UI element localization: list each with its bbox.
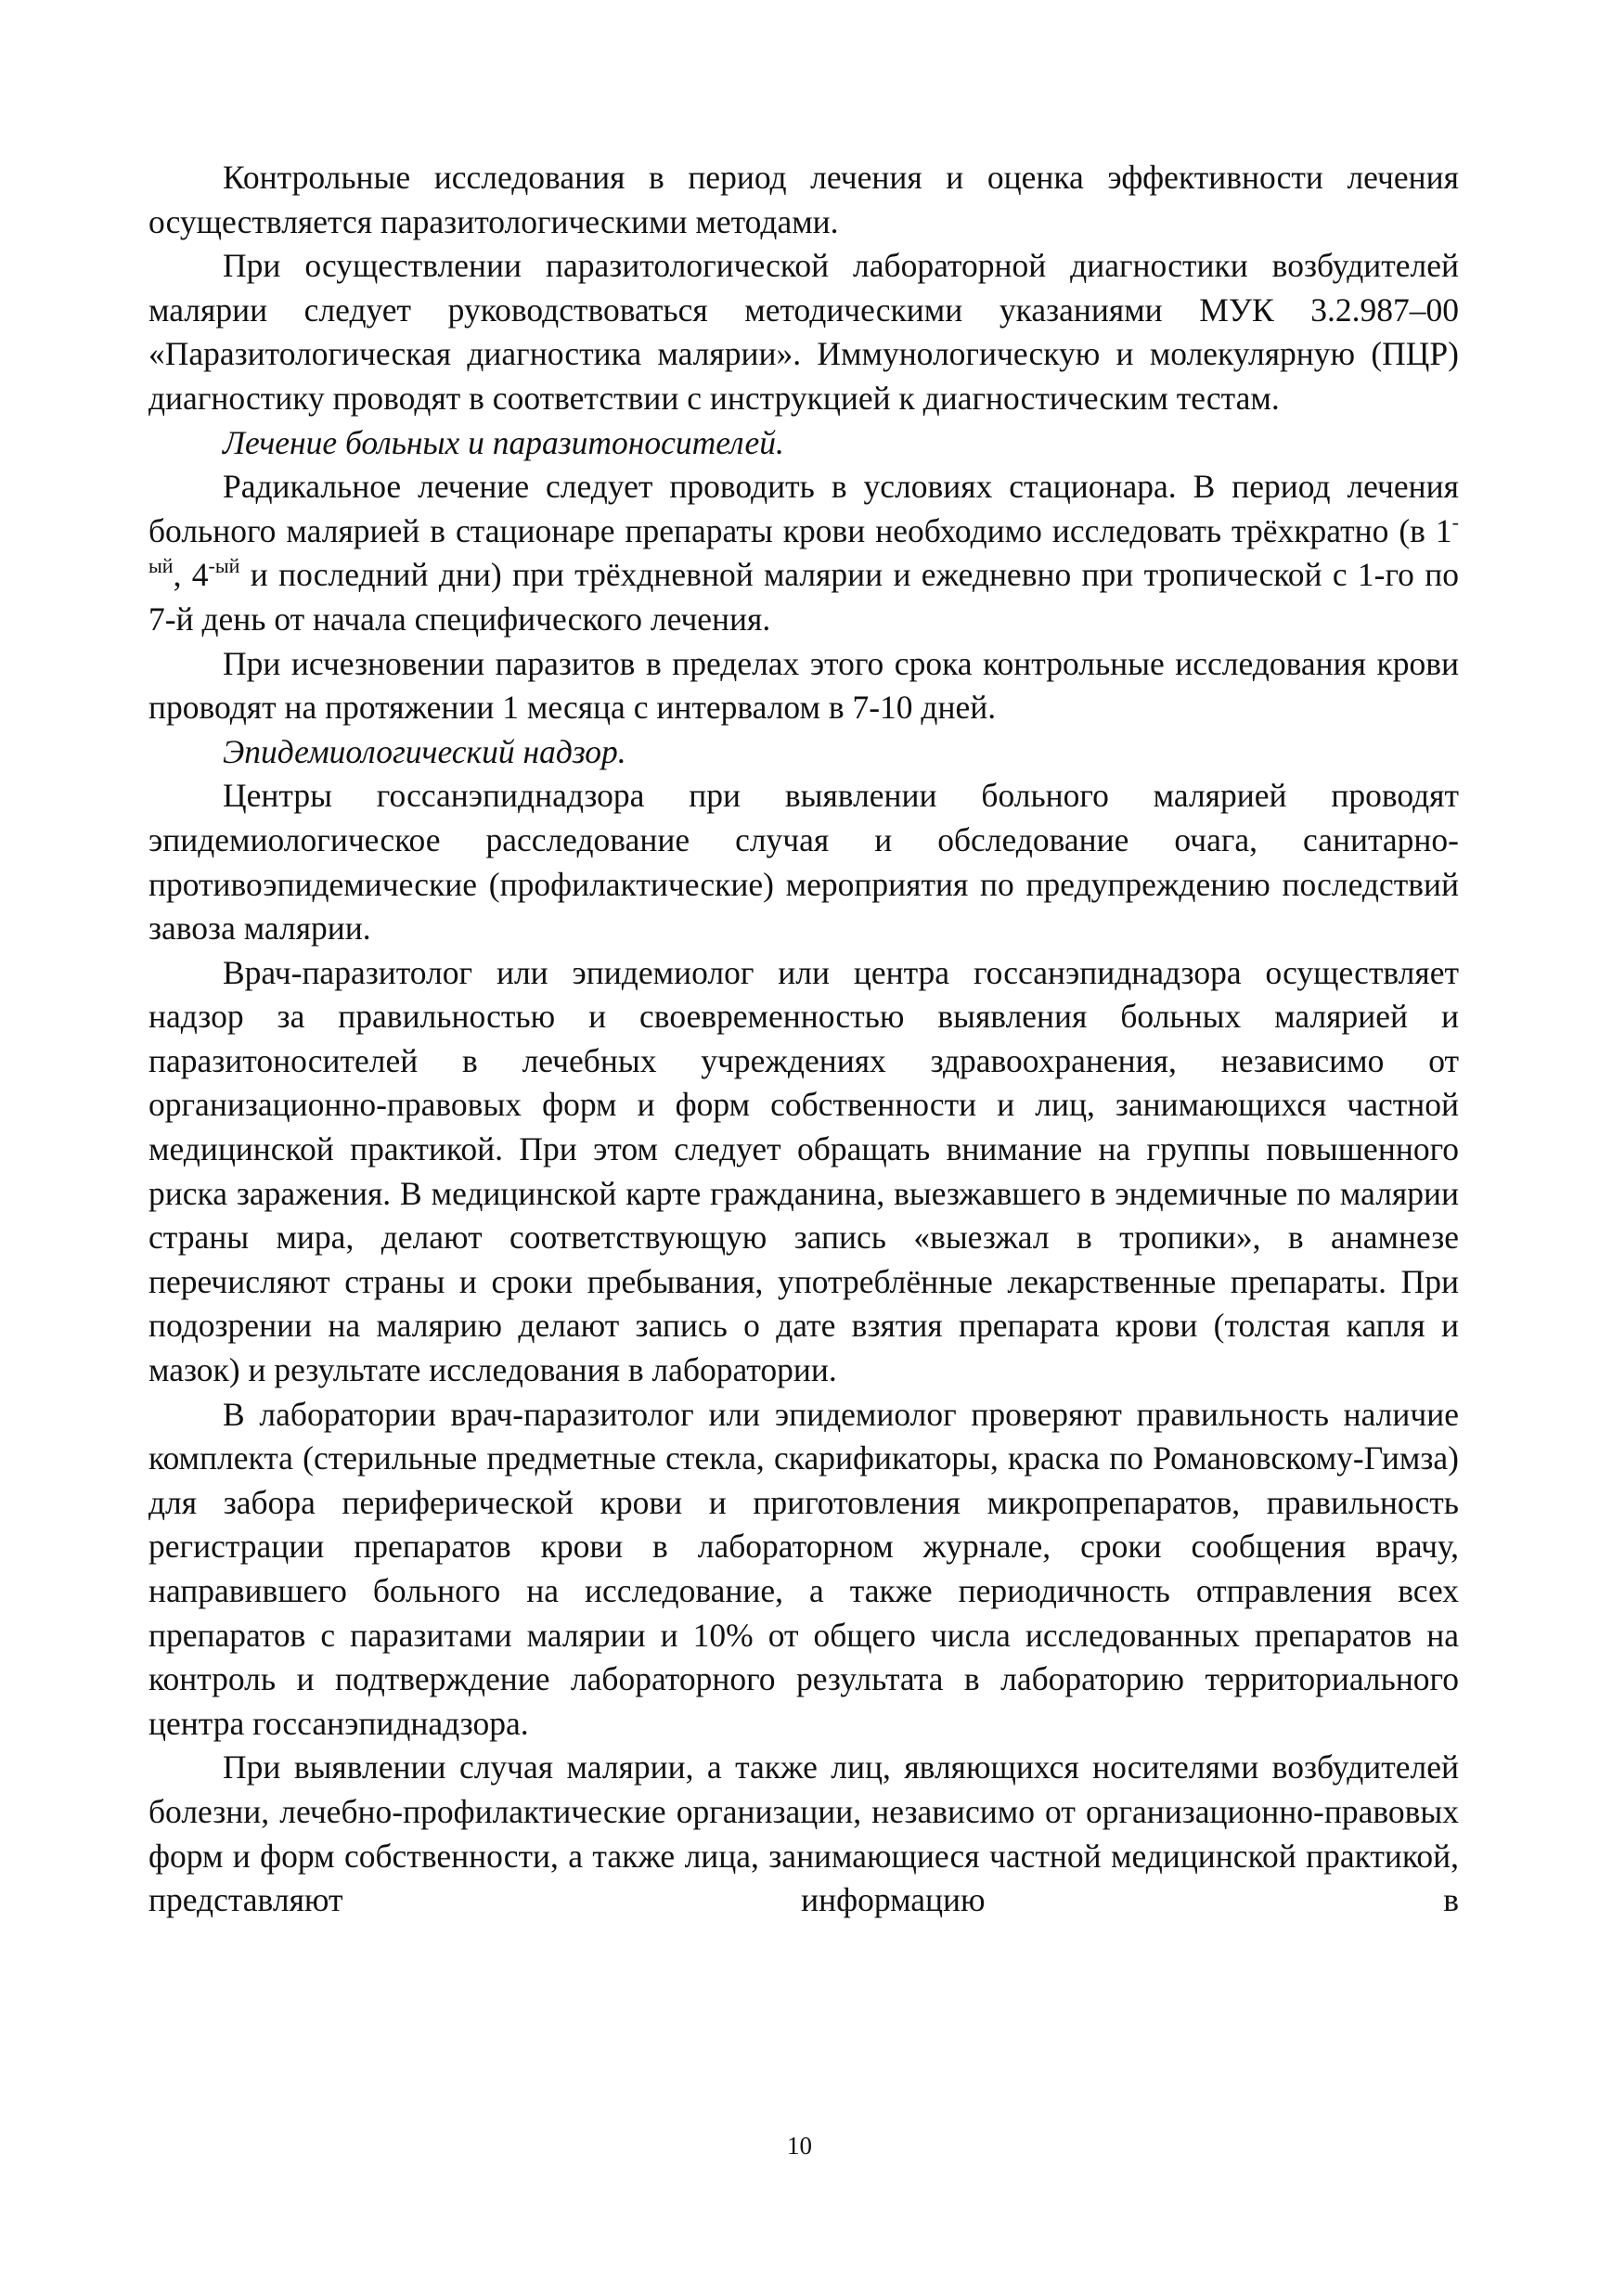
ordinal-superscript: -ый [148, 510, 1459, 578]
paragraph-sanitary-centers: Центры госсанэпиднадзора при выявлении больного малярией проводят эпидемиологическое расследование случая и обследование очага, санитарно-противоэпидемические (профилактические) мероприятия по предупреждению последствий завоза малярии. [148, 777, 1459, 948]
paragraph-text-segment: и последний дни) при трёхдневной малярии и ежедневно при тропической с 1-го по 7-й день от начала специфического лечения. [148, 556, 1460, 638]
paragraph-radical-treatment [148, 465, 1459, 641]
document-body [148, 156, 1459, 1923]
paragraph-parasitologist-supervision: Врач-паразитолог или эпидемиолог или центра госсанэпиднадзора осуществляет надзор за правильностью и своевременностью выявления больных малярией и паразитоносителей в лечебных учреждениях здравоохранения, независимо от организационно-правовых форм и форм собственности и лиц, занимающихся частной медицинской практикой. При этом следует обращать внимание на группы повышенного риска заражения. В медицинской карте гражданина, выезжавшего в эндемичные по малярии страны мира, делают соответствующую запись «выезжал в тропики», в анамнезе перечисляют страны и сроки пребывания, употреблённые лекарственные препараты. При подозрении на малярию делают запись о дате взятия препарата крови (толстая капля и мазок) и результате исследования в лаборатории. [148, 953, 1459, 1389]
paragraph-laboratory-check: В лаборатории врач-паразитолог или эпидемиолог проверяют правильность наличие комплекта (стерильные предметные стекла, скарификаторы, краска по Романовскому-Гимза) для забора периферической крови и приготовления микропрепаратов, правильность регистрации препаратов крови в лабораторном журнале, сроки сообщения врачу, направившего больного на исследование, а также периодичность отправления всех препаратов с паразитами малярии и 10% от общего числа исследованных препаратов на контроль и подтверждение лабораторного результата в лабораторию территориального центра госсанэпиднадзора. [148, 1395, 1459, 1742]
page-number: 10 [787, 2132, 812, 2160]
paragraph-parasite-disappearance: При исчезновении паразитов в пределах этого срока контрольные исследования крови проводят на протяжении 1 месяца с интервалом в 7-10 дней. [148, 644, 1459, 727]
paragraph-text-segment: , 4 [173, 556, 209, 594]
section-title-surveillance: Эпидемиологический надзор. [223, 732, 626, 770]
paragraph-text-segment: Радикальное лечение следует проводить в условиях стационара. В период лечения больного малярией в стационаре препараты крови необходимо исследовать трёхкратно (в 1 [148, 468, 1459, 549]
ordinal-superscript: -ый [208, 554, 240, 578]
section-title-treatment: Лечение больных и паразитоносителей. [223, 423, 784, 461]
paragraph-case-reporting: При выявлении случая малярии, а также лиц, являющихся носителями возбудителей болезни, лечебно-профилактические организации, независимо от организационно-правовых форм и форм собственности, а также лица, занимающиеся частной медицинской практикой, представляют информацию в [148, 1748, 1459, 1919]
paragraph-control-studies: Контрольные исследования в период лечения и оценка эффективности лечения осуществляется паразитологическими методами. [148, 159, 1459, 240]
paragraph-lab-diagnostics: При осуществлении паразитологической лабораторной диагностики возбудителей малярии следует руководствоваться методическими указаниями МУК 3.2.987–00 «Паразитологическая диагностика малярии». Иммунологическую и молекулярную (ПЦР) диагностику проводят в соответствии с инструкцией к диагностическим тестам. [148, 247, 1459, 417]
